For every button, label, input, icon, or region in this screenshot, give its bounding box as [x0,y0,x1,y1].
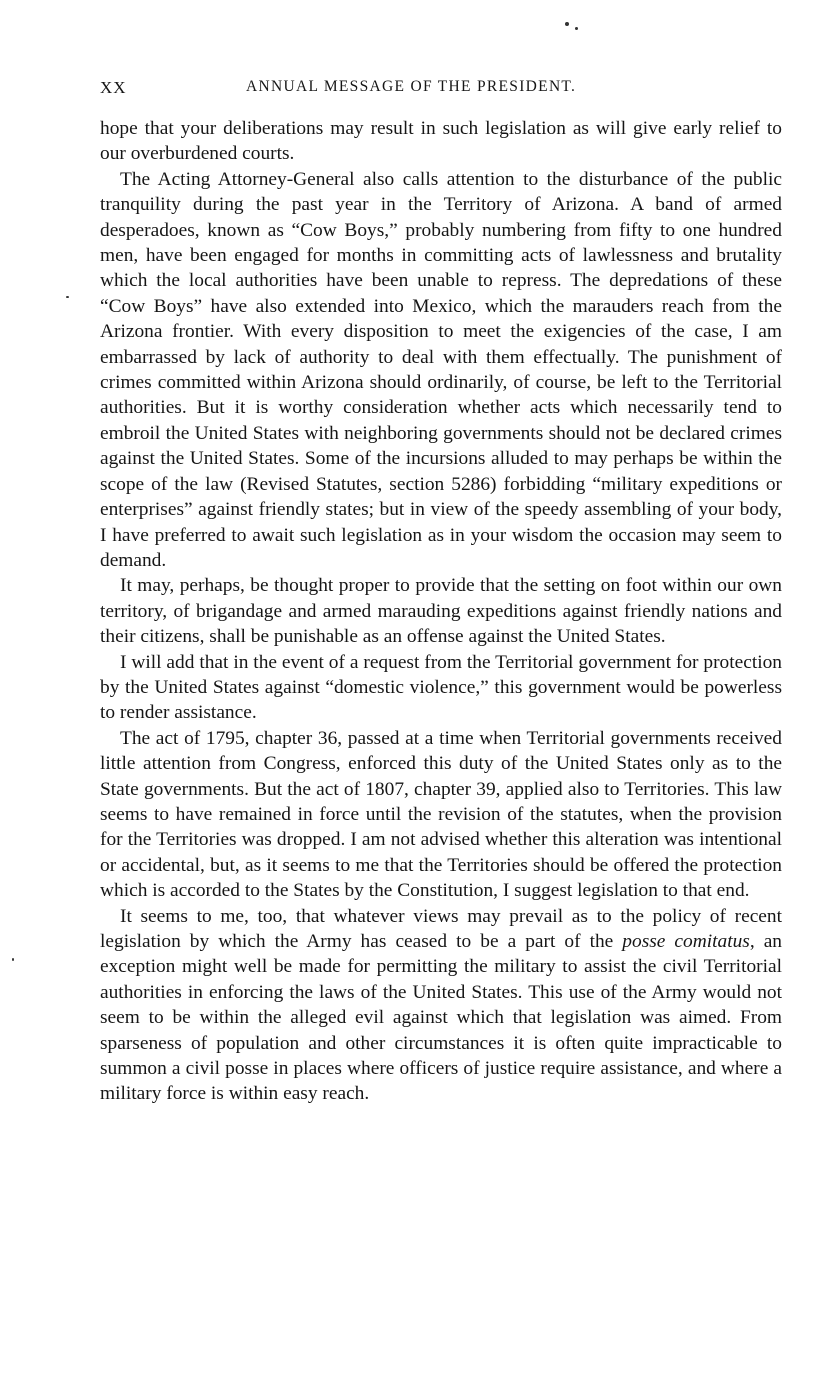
paragraph-domestic-violence: I will add that in the event of a request from the Territorial government for protection by the United States against “domestic violence,” this government would be powerless to render assistance. [100,651,782,724]
body-text [100,116,782,1107]
ink-speck [12,958,14,961]
ink-speck [575,27,578,30]
running-head: ANNUAL MESSAGE OF THE PRESIDENT. [246,78,577,95]
text-span: , an exception might well be made for permitting the military to assist the civil Territorial authorities in enforcing the laws of the United States. This use of the Army would not seem to be within the alleged evil against which that legislation was aimed. From sparseness of population and other circumstances it is often quite impracticable to summon a civil posse in places where officers of justice require assistance, and where a military force is within easy reach. [100,931,783,1105]
ink-speck [66,296,69,298]
ink-speck [565,22,569,26]
paragraph-brigandage: It may, perhaps, be thought proper to provide that the setting on foot within our own territory, of brigandage and armed marauding expeditions against friendly nations and their citizens, shall be punishable as an offense against the United States. [100,575,782,648]
italic-term: posse comitatus [622,931,750,952]
page-number: XX [100,78,127,97]
paragraph-act-of-1795: The act of 1795, chapter 36, passed at a time when Territorial governments received little attention from Congress, enforced this duty of the United States only as to the State governments. But the act of 1807, chapter 39, applied also to Territories. This law seems to have remained in force until the revision of the statutes, when the provision for the Territories was dropped. I am not advised whether this alteration was intentional or accidental, but, as it seems to me that the Territories should be offered the protection which is accorded to the States by the Constitution, I suggest legislation to that end. [100,727,782,902]
paragraph-cow-boys: The Acting Attorney-General also calls attention to the disturbance of the public tranquility during the past year in the Territory of Arizona. A band of armed desperadoes, known as “Cow Boys,” probably numbering from fifty to one hundred men, have been engaged for months in committing acts of lawlessness and brutality which the local authorities have been unable to repress. The depredations of these “Cow Boys” have also extended into Mexico, which the marauders reach from the Arizona frontier. With every disposition to meet the exigencies of the case, I am embarrassed by lack of authority to deal with them effectually. The punishment of crimes committed within Arizona should ordinarily, of course, be left to the Territorial authorities. But it is worthy consideration whether acts which necessarily tend to embroil the United States with neighboring governments should not be declared crimes against the United States. Some of the incursions alluded to may perhaps be within the scope of the law (Revised Statutes, section 5286) forbidding “military expeditions or enterprises” against friendly states; but in view of the speedy assembling of your body, I have preferred to await such legislation as in your wisdom the occasion may seem to demand. [100,168,782,571]
text-span: It seems to me, too, that whatever views may prevail as to the policy of recent legislation by which the Army has ceased to be a part of the [100,905,782,952]
paragraph-continuation: hope that your deliberations may result in such legislation as will give early relief to our overburdened courts. [100,118,782,165]
page-header [100,78,820,102]
paragraph-posse-comitatus [100,904,782,1107]
